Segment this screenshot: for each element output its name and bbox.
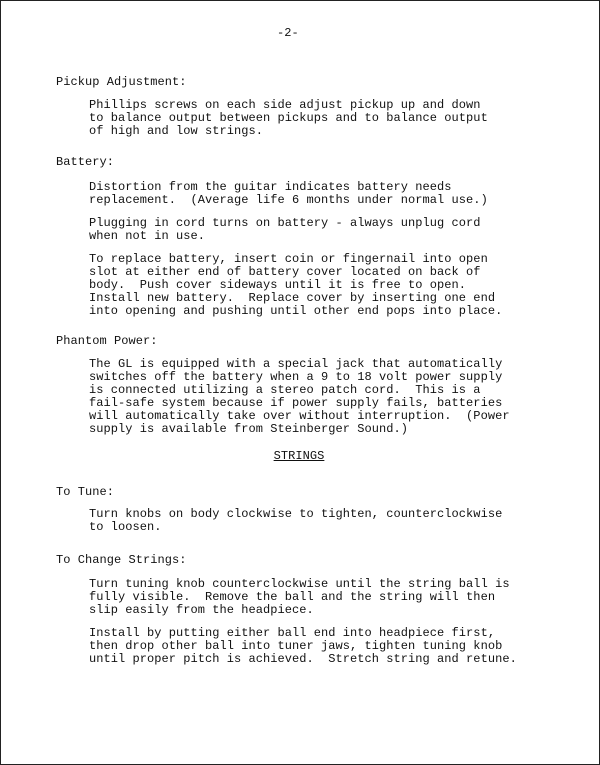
paragraph-line: Distortion from the guitar indicates battery needs xyxy=(89,180,452,194)
paragraph-line: Turn tuning knob counterclockwise until the string ball is xyxy=(89,577,510,591)
paragraph-line: when not in use. xyxy=(89,229,206,243)
paragraph-line: to loosen. xyxy=(89,520,162,534)
paragraph-line: Install new battery. Replace cover by inserting one end xyxy=(89,291,496,305)
paragraph-line: until proper pitch is achieved. Stretch string and retune. xyxy=(89,652,517,666)
paragraph-line: into opening and pushing until other end pops into place. xyxy=(89,304,503,318)
paragraph-line: slip easily from the headpiece. xyxy=(89,603,314,617)
paragraph-line: will automatically take over without interruption. (Power xyxy=(89,409,510,423)
heading-to-change-strings: To Change Strings: xyxy=(56,553,187,567)
paragraph-line: switches off the battery when a 9 to 18 volt power supply xyxy=(89,370,503,384)
paragraph-line: Install by putting either ball end into headpiece first, xyxy=(89,626,496,640)
strings-title-text: STRINGS xyxy=(273,449,325,463)
paragraph-line: To replace battery, insert coin or fingernail into open xyxy=(89,252,488,266)
heading-to-tune: To Tune: xyxy=(56,485,115,499)
heading-phantom-power: Phantom Power: xyxy=(56,334,158,348)
heading-battery: Battery: xyxy=(56,155,115,169)
paragraph-line: to balance output between pickups and to balance output xyxy=(89,111,488,125)
paragraph-line: The GL is equipped with a special jack that automatically xyxy=(89,357,503,371)
paragraph-line: supply is available from Steinberger Sound.) xyxy=(89,422,409,436)
heading-pickup-adjustment: Pickup Adjustment: xyxy=(56,75,187,89)
paragraph-line: of high and low strings. xyxy=(89,124,264,138)
page-number: -2- xyxy=(277,26,299,40)
paragraph-line: replacement. (Average life 6 months under normal use.) xyxy=(89,193,488,207)
paragraph-line: fully visible. Remove the ball and the string will then xyxy=(89,590,496,604)
paragraph-line: slot at either end of battery cover located on back of xyxy=(89,265,481,279)
paragraph-line: body. Push cover sideways until it is free to open. xyxy=(89,278,467,292)
paragraph-line: fail-safe system because if power supply fails, batteries xyxy=(89,396,503,410)
paragraph-line: Turn knobs on body clockwise to tighten, counterclockwise xyxy=(89,507,503,521)
paragraph-line: Phillips screws on each side adjust pickup up and down xyxy=(89,98,481,112)
section-title-strings xyxy=(1,450,597,463)
paragraph-line: then drop other ball into tuner jaws, tighten tuning knob xyxy=(89,639,503,653)
paragraph-line: Plugging in cord turns on battery - always unplug cord xyxy=(89,216,481,230)
paragraph-line: is connected utilizing a stereo patch cord. This is a xyxy=(89,383,481,397)
